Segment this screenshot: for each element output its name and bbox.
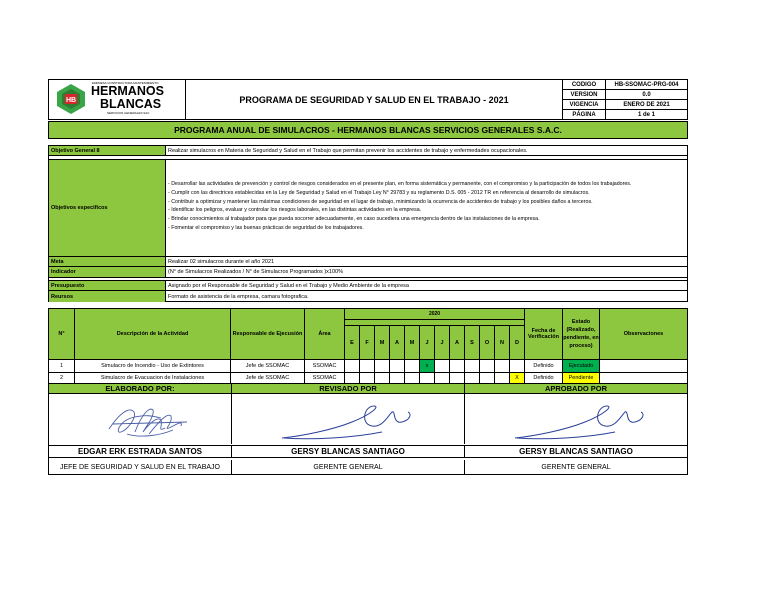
activity-number: 2: [49, 373, 75, 384]
month-cell: [360, 373, 375, 384]
document-title: PROGRAMA DE SEGURIDAD Y SALUD EN EL TRABAJO - 2021: [239, 94, 509, 105]
meta-label: Meta: [49, 257, 166, 267]
program-banner: PROGRAMA ANUAL DE SIMULACROS - HERMANOS BLANCAS SERVICIOS GENERALES S.A.C.: [48, 121, 688, 139]
signature-area-revisado: [232, 394, 465, 444]
elaborado-heading: ELABORADO POR:: [49, 384, 232, 394]
month-header: E: [345, 326, 360, 360]
month-header: O: [480, 326, 495, 360]
activity-estado: Pendiente: [563, 373, 600, 384]
meta-label: VIGENCIA: [563, 100, 606, 110]
objetivo-item: - Fomentar el compromiso y las buenas prácticas de seguridad de los trabajadores.: [168, 224, 364, 231]
col-desc-header: Descripción de la Actividad: [75, 309, 231, 360]
month-cell: [510, 360, 525, 373]
month-cell: [465, 360, 480, 373]
month-cell: [420, 373, 435, 384]
meta-value: ENERO DE 2021: [606, 100, 688, 110]
col-resp-header: Responsable de Ejecusión: [231, 309, 305, 360]
month-cell-marked: x: [420, 360, 435, 373]
col-estado-header: Estado (Realizado, pendiente, en proceso): [563, 309, 600, 360]
month-cell: [435, 373, 450, 384]
month-cell: [390, 373, 405, 384]
month-cell: [450, 373, 465, 384]
month-cell: [495, 360, 510, 373]
objetivo-item: - Identificar los peligros, evaluar y controlar los riesgos laborales, en las distintas actividades en la empresa.: [168, 207, 422, 214]
logo-brand-line1: HERMANOS: [91, 84, 164, 98]
recursos-value: Formato de asistencia de la empresa, camara fotografica.: [168, 293, 309, 300]
svg-text:HB: HB: [65, 97, 77, 104]
objetivos-especificos-label: Objetivos especificos: [49, 159, 166, 257]
recursos-label: Reursos: [49, 291, 166, 302]
objetivo-item: - Cumplir con las directrices establecidas en la Ley de Seguridad y Salud en el Trabajo Ley N° 29783 y su reglamento D.S. 005 - 2012 TR en referencia al desarrollo de simulacros.: [168, 189, 590, 196]
signature-image: [232, 394, 465, 444]
meta-value: Realizar 02 simulacros durante el año 2021: [166, 257, 687, 267]
objetivo-item: - Contribuir a optimizar y mantener las máximas condiciones de seguridad en el lugar de trabajo, minimizando la ocurrencia de accidentes de trabajo y los posibles daños a terceros.: [168, 198, 593, 205]
indicador-label: Indicador: [49, 267, 166, 278]
activity-table: [48, 308, 688, 384]
objetivo-general-label: Objetivo General 8: [49, 146, 166, 156]
col-n-header: N°: [49, 309, 75, 360]
month-header: S: [465, 326, 480, 360]
activity-area: SSOMAC: [305, 373, 345, 384]
month-cell: [345, 373, 360, 384]
month-header: A: [390, 326, 405, 360]
objetivo-item: - Desarrollar las actividades de prevención y control de riesgos considerados en el presente plan, en forma sistemática y permanente, con el compromiso y la participación de todos los trabajadores.: [168, 181, 632, 187]
activity-observaciones: [600, 373, 688, 384]
objetivos-especificos-list: [166, 159, 687, 257]
col-obs-header: Observaciones: [600, 309, 688, 360]
aprobado-role: GERENTE GENERAL: [541, 463, 611, 471]
revisado-role: GERENTE GENERAL: [232, 460, 465, 474]
logo-company-small: EMPRESA CONSTRUCTORA MANTENIMIENTO: [92, 81, 159, 85]
activity-observaciones: [600, 360, 688, 373]
elaborado-role: JEFE DE SEGURIDAD Y SALUD EN EL TRABAJO: [49, 460, 232, 474]
month-header: A: [450, 326, 465, 360]
activity-responsible: Jefe de SSOMAC: [231, 373, 305, 384]
month-cell-marked: X: [510, 373, 525, 384]
month-header: J: [435, 326, 450, 360]
month-cell: [480, 360, 495, 373]
activity-responsible: Jefe de SSOMAC: [231, 360, 305, 373]
month-cell: [390, 360, 405, 373]
meta-value: HB-SSOMAC-PRG-004: [606, 80, 688, 90]
activity-area: SSOMAC: [305, 360, 345, 373]
month-cell: [345, 360, 360, 373]
signature-image: [465, 394, 687, 444]
indicador-value: (N° de Simulacros Realizados / N° de Simulacros Programados )x100%: [166, 267, 687, 278]
elaborado-name: EDGAR ERK ESTRADA SANTOS: [49, 445, 232, 458]
objetivo-item: - Brindar conocimientos al trabajador para que pueda socorrer adecuadamente, en caso sucediera una emergencia dentro de las instalaciones de la empresa.: [168, 216, 540, 223]
month-cell: [360, 360, 375, 373]
logo: [49, 80, 186, 119]
month-header: M: [405, 326, 420, 360]
month-header: J: [420, 326, 435, 360]
month-cell: [405, 360, 420, 373]
activity-fecha: Definido: [525, 373, 563, 384]
month-header: D: [510, 326, 525, 360]
presupuesto-label: Presupuesto: [49, 280, 166, 291]
revisado-heading: REVISADO POR: [232, 384, 465, 394]
month-cell: [480, 373, 495, 384]
month-cell: [465, 373, 480, 384]
logo-brand-sub: SERVICIOS GENERALES SAC: [107, 111, 150, 115]
signature-area-elaborado: [49, 394, 232, 444]
signature-image: [49, 394, 232, 444]
month-cell: [450, 360, 465, 373]
activity-fecha: Definido: [525, 360, 563, 373]
col-fecha-header: Fecha de Verificación: [525, 309, 563, 360]
aprobado-heading: APROBADO POR: [465, 384, 687, 394]
meta-value: 0.0: [606, 90, 688, 100]
col-area-header: Área: [305, 309, 345, 360]
month-header: N: [495, 326, 510, 360]
logo-mark-icon: [55, 83, 87, 115]
month-cell: [375, 373, 390, 384]
month-header: M: [375, 326, 390, 360]
meta-label: VERSION: [563, 90, 606, 100]
month-cell: [375, 360, 390, 373]
meta-label: CODIGO: [563, 80, 606, 90]
document-meta: [562, 79, 688, 120]
activity-estado: Ejecutado: [563, 360, 600, 373]
meta-label: PÁGINA: [563, 110, 606, 120]
presupuesto-value: Asignado por el Responsable de Seguridad y Salud en el Trabajo y Medio Ambiente de la empresa: [166, 280, 687, 291]
month-cell: [435, 360, 450, 373]
aprobado-name: GERSY BLANCAS SANTIAGO: [465, 445, 687, 458]
objetivo-general-value: Realizar simulacros en Materia de Seguridad y Salud en el Trabajo que permitan prevenir los accidentes de trabajo y enfermedades ocupacionales.: [166, 146, 687, 156]
signature-area-aprobado: [465, 394, 687, 444]
month-cell: [495, 373, 510, 384]
activity-description: Simulacro de Evacuacion de Instalaciones: [75, 373, 231, 384]
year-header: 2020: [345, 309, 525, 320]
meta-value: 1 de 1: [606, 110, 688, 120]
revisado-name: GERSY BLANCAS SANTIAGO: [232, 445, 465, 458]
activity-number: 1: [49, 360, 75, 373]
month-header: F: [360, 326, 375, 360]
month-cell: [405, 373, 420, 384]
activity-description: Simulacro de Incendio - Uso de Extintores: [75, 360, 231, 373]
logo-brand-line2: BLANCAS: [100, 97, 162, 111]
